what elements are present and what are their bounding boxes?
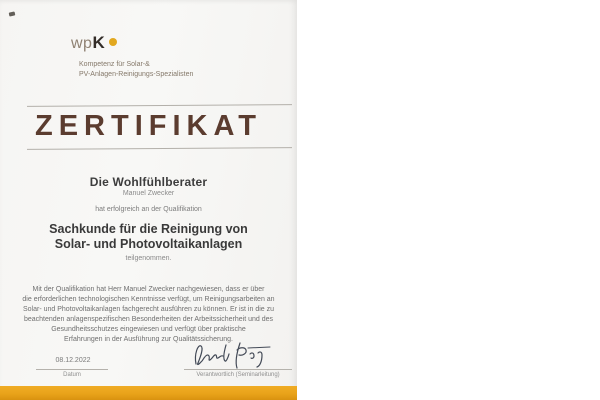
gold-footer-bar — [0, 386, 297, 400]
qualification-line2: Solar- und Photovoltaikanlagen — [54, 237, 243, 251]
body-line: beachtenden anlagenspezifischen Besonderheiten der Arbeitssicherheit und des — [23, 316, 274, 323]
certificate-title: ZERTIFIKAT — [35, 110, 262, 142]
signatory-signature-line — [184, 369, 292, 370]
body-line: Gesundheitsschutzes eingewiesen und verfügt über praktische — [51, 326, 246, 333]
scan-artifact-mark — [9, 11, 16, 16]
body-line: die erforderlichen technologischen Kenntnisse verfügt, um Reinigungsarbeiten an — [22, 296, 275, 303]
recipient-company: Die Wohlfühlberater — [89, 175, 208, 189]
title-divider-top — [27, 104, 292, 107]
body-line: Mit der Qualifikation hat Herr Manuel Zwecker nachgewiesen, dass er über — [32, 286, 265, 293]
logo-gold-dot-icon — [109, 38, 117, 46]
body-line: Solar- und Photovoltaikanlagen fachgerecht ausführen zu können. Er ist in die zu — [23, 306, 274, 313]
title-divider-bottom — [27, 147, 292, 150]
qualification-line1: Sachkunde für die Reinigung von — [49, 222, 248, 236]
date-signature-line — [36, 369, 108, 370]
logo-tagline-line2: PV-Anlagen-Reinigungs-Spezialisten — [79, 70, 194, 78]
certificate-body-paragraph — [18, 285, 279, 345]
body-line: Erfahrungen in der Ausführung zur Qualitätssicherung. — [64, 336, 233, 343]
certificate-page — [0, 0, 297, 400]
qualification-intro: hat erfolgreich an der Qualifikation — [95, 206, 202, 213]
issue-date: 08.12.2022 — [55, 357, 91, 364]
participation-note: teilgenommen. — [125, 255, 172, 262]
wpk-logo — [71, 33, 117, 53]
handwritten-signature — [190, 340, 295, 370]
logo-tagline-line1: Kompetenz für Solar-& — [79, 61, 150, 68]
date-label: Datum — [63, 372, 81, 378]
logo-tagline — [79, 60, 193, 79]
logo-text-wp: wp — [71, 35, 93, 52]
logo-text-k: K — [92, 33, 105, 52]
signatory-label: Verantwortlich (Seminarleitung) — [196, 372, 280, 378]
recipient-person: Manuel Zwecker — [122, 190, 175, 197]
